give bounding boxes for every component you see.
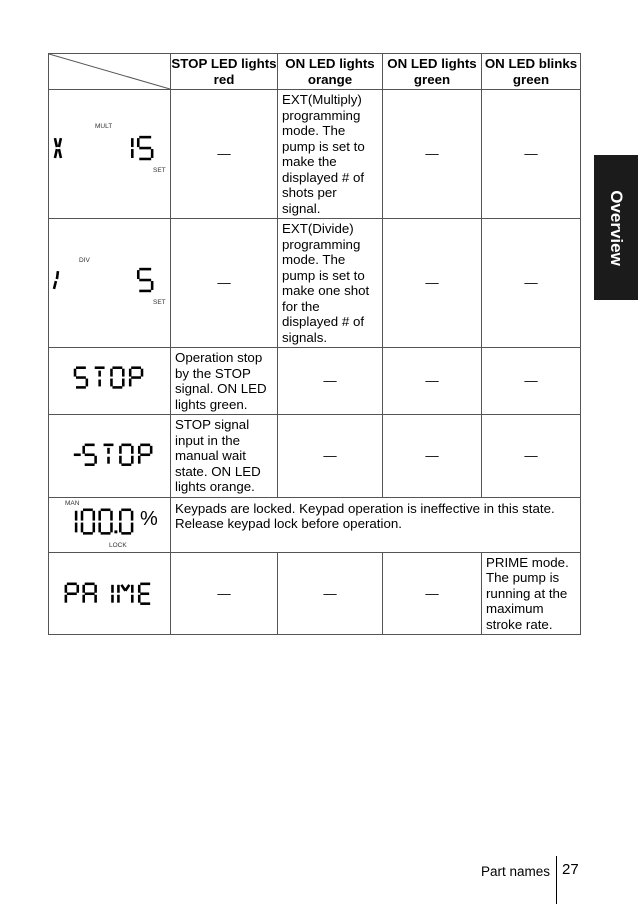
lock-label: LOCK: [109, 541, 127, 549]
lcd-mult-display: [49, 90, 171, 219]
stop-on-green-dash: —: [383, 348, 482, 415]
stop-wait-description: STOP signal input in the manual wait state. ON LED lights orange.: [171, 415, 278, 498]
lcd-stop-wait-display: [49, 415, 171, 498]
footer-divider: [556, 856, 557, 904]
mult-blink-dash: —: [482, 90, 581, 219]
lcd-prime-digits: [49, 553, 170, 635]
section-tab-overview: [594, 155, 638, 300]
header-on-led-orange: ON LED lights orange: [278, 54, 383, 90]
mult-label: MULT: [95, 123, 113, 130]
row-stop: [49, 348, 581, 415]
man-label: MAN: [65, 499, 80, 507]
header-on-led-green: ON LED lights green: [383, 54, 482, 90]
led-state-table: [48, 53, 581, 635]
keypad-lock-description: Keypads are locked. Keypad operation is ineffective in this state. Release keypad lock before operation.: [171, 497, 581, 552]
set-label: SET: [153, 299, 166, 306]
prime-on-green-dash: —: [383, 552, 482, 635]
set-label: SET: [153, 167, 166, 174]
row-mult: [49, 90, 581, 219]
mult-stop-led-dash: —: [171, 90, 278, 219]
row-keypad-lock: [49, 497, 581, 552]
page-number: 27: [562, 861, 579, 878]
lcd-div-digits: [49, 219, 170, 347]
lcd-stop-display: [49, 348, 171, 415]
stop-description: Operation stop by the STOP signal. ON LED lights green.: [171, 348, 278, 415]
lcd-div-display: [49, 219, 171, 348]
mult-on-green-dash: —: [383, 90, 482, 219]
lcd-mult-digits: [49, 90, 170, 218]
div-stop-led-dash: —: [171, 219, 278, 348]
footer-section-name: Part names: [481, 864, 551, 879]
percent-sign: %: [140, 507, 158, 530]
div-blink-dash: —: [482, 219, 581, 348]
lcd-prime-display: [49, 552, 171, 635]
div-description: EXT(Divide) programming mode. The pump is set to make one shot for the displayed # of signals.: [278, 219, 383, 348]
div-on-green-dash: —: [383, 219, 482, 348]
row-stop-wait: [49, 415, 581, 498]
header-row: [49, 54, 581, 90]
row-prime: [49, 552, 581, 635]
stop-blink-dash: —: [482, 348, 581, 415]
lcd-lock-digits: [49, 498, 170, 552]
stop-wait-on-orange-dash: —: [278, 415, 383, 498]
section-tab-label: Overview: [607, 189, 626, 266]
stop-wait-blink-dash: —: [482, 415, 581, 498]
corner-cell: [49, 54, 171, 90]
stop-on-orange-dash: —: [278, 348, 383, 415]
header-on-led-blinks: ON LED blinks green: [482, 54, 581, 90]
row-div: [49, 219, 581, 348]
lcd-lock-display: [49, 497, 171, 552]
prime-description: PRIME mode. The pump is running at the maximum stroke rate.: [482, 552, 581, 635]
mult-description: EXT(Multiply) programming mode. The pump is set to make the displayed # of shots per signal.: [278, 90, 383, 219]
prime-stop-led-dash: —: [171, 552, 278, 635]
header-stop-led: STOP LED lights red: [171, 54, 278, 90]
lcd-stop-wait-digits: [49, 415, 170, 497]
prime-on-orange-dash: —: [278, 552, 383, 635]
div-label: DIV: [79, 257, 90, 264]
lcd-stop-digits: [49, 348, 170, 414]
stop-wait-on-green-dash: —: [383, 415, 482, 498]
